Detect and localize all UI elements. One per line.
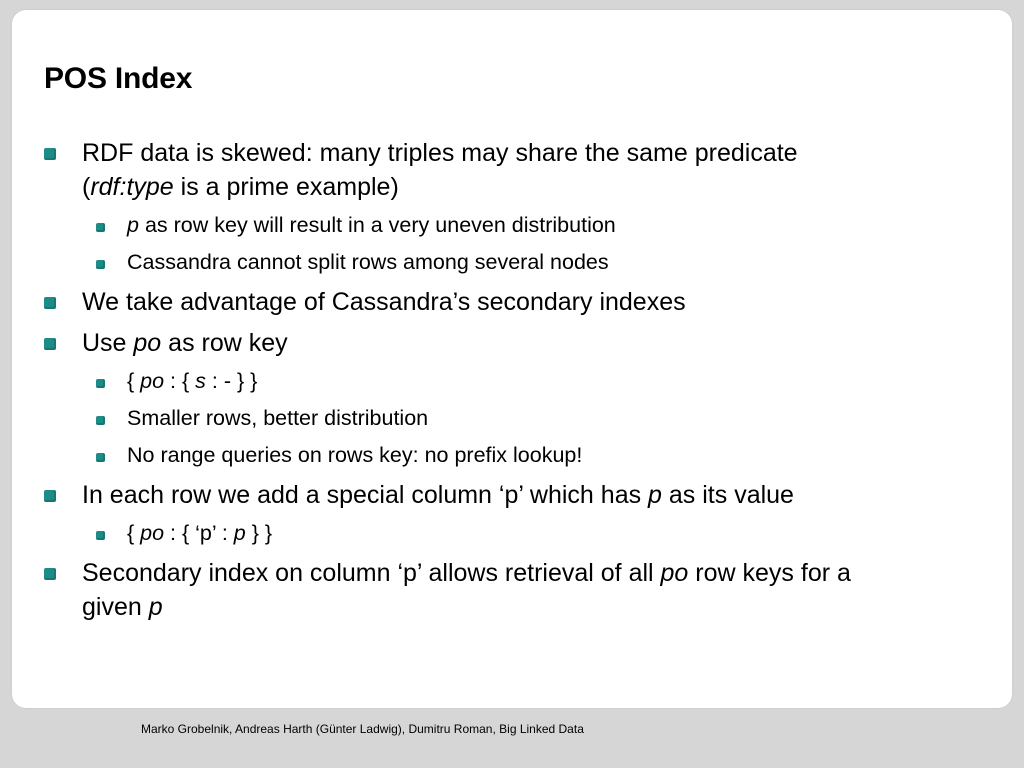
bullet-square-icon — [44, 490, 56, 502]
slide-canvas — [12, 10, 1012, 708]
sub-bullet-text-part: } } — [245, 521, 273, 545]
sub-bullet-text: Cassandra cannot split rows among several nodes — [127, 250, 609, 274]
bullet-text-italic: p — [648, 481, 662, 509]
bullet-rdf-skewed — [82, 136, 982, 204]
sub-bullet-text-italic: po — [140, 369, 165, 393]
sub-bullet-p-row-key — [127, 211, 987, 239]
bullet-square-icon — [44, 568, 56, 580]
sub-bullet-smaller-rows — [127, 404, 987, 432]
bullet-secondary-index-retrieval — [82, 556, 982, 624]
bullet-square-icon — [44, 148, 56, 160]
sub-bullet-square-icon — [96, 531, 105, 540]
bullet-text-part: row keys for a — [688, 559, 851, 587]
bullet-text-part: Use — [82, 329, 134, 357]
sub-bullet-cassandra-split — [127, 248, 987, 276]
sub-bullet-p-structure — [127, 519, 987, 547]
sub-bullet-square-icon — [96, 223, 105, 232]
sub-bullet-text: as row key will result in a very uneven distribution — [138, 213, 616, 237]
sub-bullet-text-italic: po — [140, 521, 165, 545]
sub-bullet-text-part: : { — [164, 369, 196, 393]
sub-bullet-text: No range queries on rows key: no prefix lookup! — [127, 443, 583, 467]
sub-bullet-no-range-queries — [127, 441, 987, 469]
bullet-text-part: as row key — [161, 329, 288, 357]
sub-bullet-square-icon — [96, 379, 105, 388]
bullet-special-column — [82, 478, 982, 512]
sub-bullet-square-icon — [96, 260, 105, 269]
sub-bullet-text-italic: p — [233, 521, 246, 545]
sub-bullet-text-part: { — [127, 369, 141, 393]
sub-bullet-text-italic: s — [195, 369, 206, 393]
sub-bullet-text: Smaller rows, better distribution — [127, 406, 429, 430]
bullet-square-icon — [44, 338, 56, 350]
bullet-text-italic: rdf:type — [90, 173, 174, 201]
sub-bullet-po-structure — [127, 367, 987, 395]
sub-bullet-text-part: : - } } — [205, 369, 258, 393]
bullet-use-po — [82, 326, 982, 360]
bullet-text-part: is a prime example) — [173, 173, 399, 201]
slide-footer: Marko Grobelnik, Andreas Harth (Günter Ladwig), Dumitru Roman, Big Linked Data — [141, 722, 584, 736]
slide-title: POS Index — [44, 62, 193, 95]
sub-bullet-text-part: : { ‘p’ : — [164, 521, 234, 545]
sub-bullet-square-icon — [96, 416, 105, 425]
bullet-text-part: as its value — [661, 481, 794, 509]
bullet-text-part: In each row we add a special column ‘p’ which has — [82, 481, 649, 509]
sub-bullet-square-icon — [96, 453, 105, 462]
bullet-square-icon — [44, 297, 56, 309]
bullet-text: We take advantage of Cassandra’s secondary indexes — [82, 288, 686, 316]
bullet-text-part: ( — [82, 173, 91, 201]
bullet-text-italic: p — [148, 593, 163, 621]
sub-bullet-text-italic: p — [127, 213, 139, 237]
bullet-text-part: Secondary index on column ‘p’ allows retrieval of all — [82, 559, 661, 587]
bullet-text-italic: po — [133, 329, 162, 357]
bullet-text-italic: po — [660, 559, 689, 587]
bullet-text-part: given — [82, 593, 149, 621]
bullet-text: RDF data is skewed: many triples may share the same predicate — [82, 139, 798, 167]
bullet-secondary-indexes — [82, 285, 982, 319]
sub-bullet-text-part: { — [127, 521, 141, 545]
